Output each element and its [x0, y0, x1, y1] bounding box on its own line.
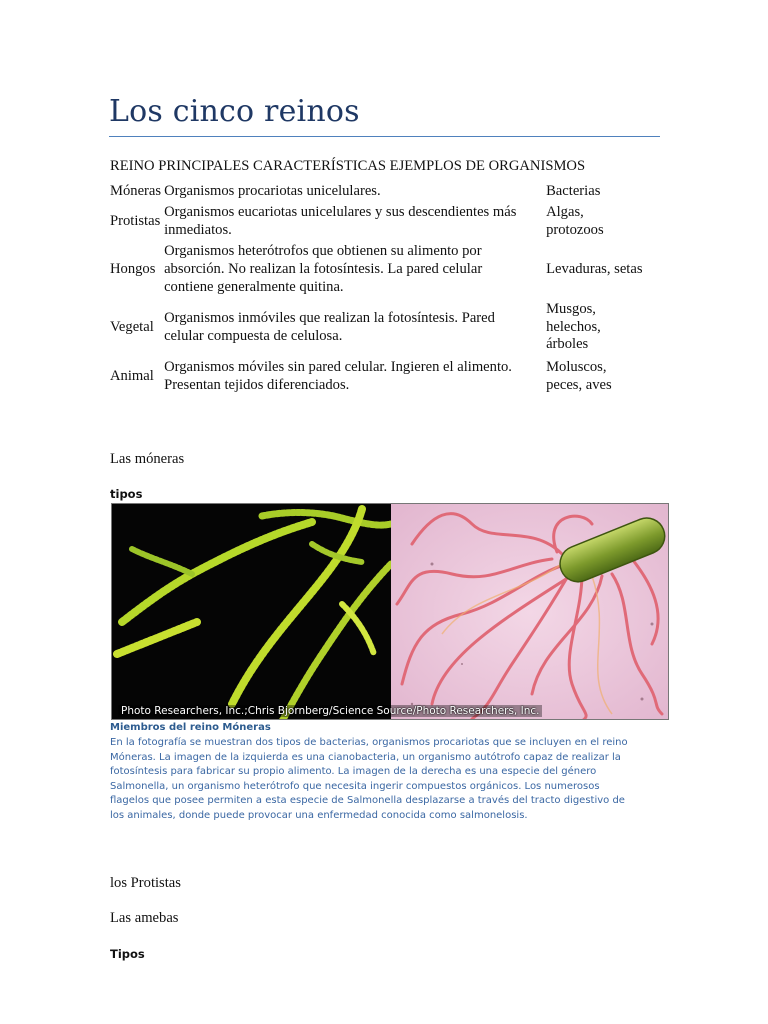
kingdom-name: Animal — [110, 367, 154, 384]
kingdom-name: Protistas — [110, 212, 161, 229]
figure-caption-body — [110, 736, 670, 824]
caption-line: flagelos que posee permiten a esta especie de Salmonella desplazarse a través del tracto digestivo de — [110, 795, 625, 807]
kingdom-description: Organismos móviles sin pared celular. Ingieren el alimento. Presentan tejidos diferenciados. — [164, 358, 512, 393]
photo-credit: Photo Researchers, Inc.;Chris Bjornberg/Science Source/Photo Researchers, Inc. — [118, 705, 542, 717]
kingdom-description: Organismos inmóviles que realizan la fotosíntesis. Pared celular compuesta de celulosa. — [164, 309, 495, 344]
header-characteristics: PRINCIPALES CARACTERÍSTICAS — [158, 158, 386, 174]
table-row — [108, 241, 656, 298]
amebas-heading: Las amebas — [110, 910, 179, 926]
kingdom-description: Organismos eucariotas unicelulares y sus descendientes más inmediatos. — [164, 204, 517, 238]
caption-line: Salmonella, un organismo heterótrofo que necesita ingerir compuestos orgánicos. Los numerosos — [110, 780, 600, 792]
figure-caption-title: Miembros del reino Móneras — [110, 722, 271, 733]
kingdoms-table — [108, 157, 656, 396]
caption-line: Móneras. La imagen de la izquierda es una cianobacteria, un organismo autótrofo capaz de realizar la — [110, 751, 621, 763]
table-header — [108, 157, 656, 181]
kingdom-description: Organismos heterótrofos que obtienen su alimento por absorción. No realizan la fotosíntesis. La pared celular contiene generalmente quitina. — [164, 243, 483, 295]
caption-line: los animales, donde puede provocar una enfermedad conocida como salmonelosis. — [110, 809, 528, 821]
bacteria-photo — [112, 504, 669, 720]
table-row — [108, 298, 656, 357]
kingdom-name: Móneras — [110, 182, 162, 199]
kingdom-examples: Moluscos, peces, aves — [546, 358, 612, 393]
kingdom-description: Organismos procariotas unicelulares. — [164, 182, 381, 199]
table-row — [108, 357, 656, 396]
protistas-heading: los Protistas — [110, 875, 181, 891]
bacteria-figure — [111, 503, 669, 720]
kingdom-examples: Musgos, helechos, árboles — [546, 301, 601, 353]
kingdom-examples: Algas, protozoos — [546, 204, 604, 238]
header-kingdom: REINO — [110, 158, 155, 174]
kingdom-examples: Bacterias — [546, 182, 601, 199]
kingdom-name: Hongos — [110, 260, 156, 277]
caption-line: fotosíntesis para fabricar su propio alimento. La imagen de la derecha es una especie del género — [110, 766, 597, 778]
header-examples: EJEMPLOS DE ORGANISMOS — [389, 158, 586, 174]
title-divider — [109, 136, 660, 137]
table-header-row — [108, 157, 656, 181]
table-row — [108, 202, 656, 241]
kingdom-name: Vegetal — [110, 318, 154, 335]
table-row — [108, 181, 656, 203]
tipos-label-2: Tipos — [110, 947, 145, 961]
tipos-label: tipos — [110, 487, 143, 501]
moneras-heading: Las móneras — [110, 451, 185, 467]
page-title: Los cinco reinos — [109, 94, 360, 129]
caption-line: En la fotografía se muestran dos tipos de bacterias, organismos procariotas que se incluyen en el reino — [110, 737, 628, 748]
kingdom-examples: Levaduras, setas — [546, 260, 643, 277]
